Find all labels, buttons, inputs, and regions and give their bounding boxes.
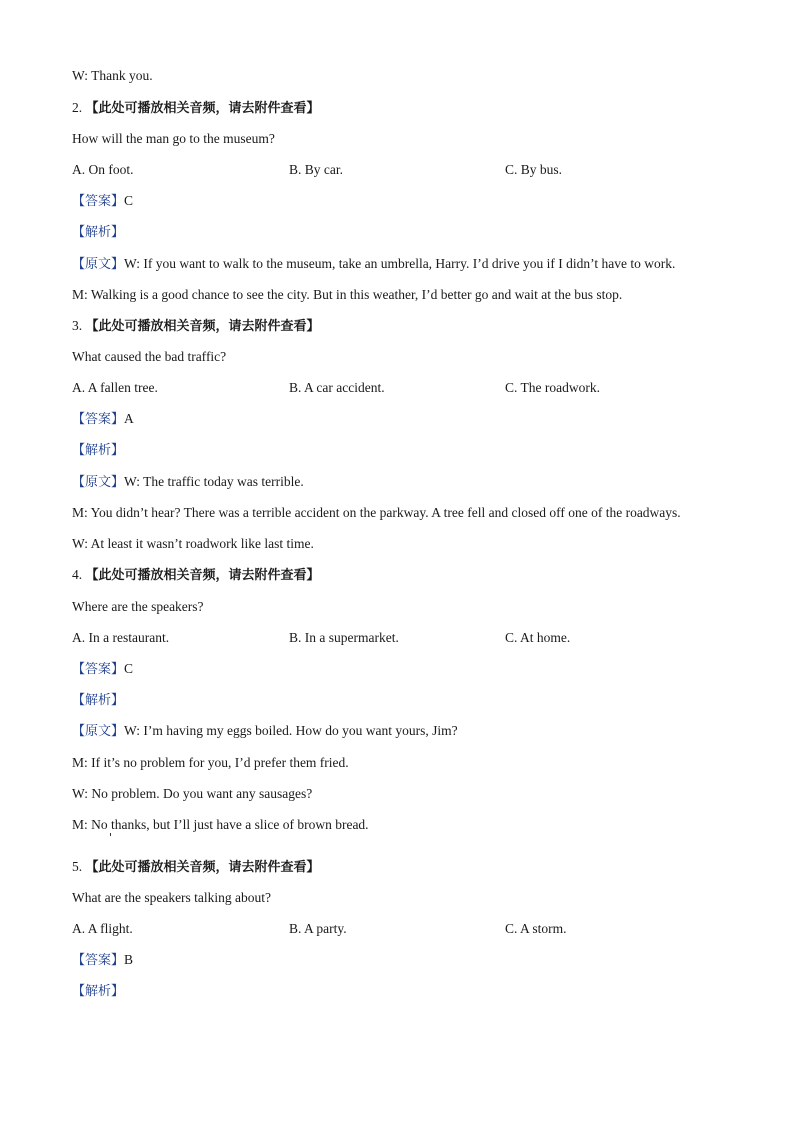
option-b: B. By car. xyxy=(289,162,343,177)
explanation-label: 【解析】 xyxy=(72,443,125,458)
answer-value: A xyxy=(124,411,134,426)
answer-tag: 【答案】 xyxy=(72,412,125,427)
dialogue-line: W: At least it wasn’t roadwork like last time. xyxy=(72,536,314,551)
answer-tag: 【答案】 xyxy=(72,194,125,209)
question-number: 3. xyxy=(72,318,83,333)
question-5-text: What are the speakers talking about? xyxy=(72,890,272,905)
stray-mark xyxy=(110,833,111,836)
explanation-tag xyxy=(72,441,124,460)
question-4-text: Where are the speakers? xyxy=(72,599,204,614)
audio-placeholder: 【此处可播放相关音频，请去附件查看】 xyxy=(85,101,320,116)
question-number: 2. xyxy=(72,100,83,115)
answer-line xyxy=(72,951,133,970)
dialogue-line: M: No thanks, but I’ll just have a slice of brown bread. xyxy=(72,817,369,832)
option-c: C. The roadwork. xyxy=(505,380,600,395)
option-a: A. A fallen tree. xyxy=(72,380,158,395)
audio-placeholder: 【此处可播放相关音频，请去附件查看】 xyxy=(85,860,320,875)
explanation-label: 【解析】 xyxy=(72,693,125,708)
question-4-header xyxy=(72,566,320,585)
dialogue-line: M: Walking is a good chance to see the city. But in this weather, I’d better go and wait at the bus stop. xyxy=(72,287,623,302)
dialogue-line: W: No problem. Do you want any sausages? xyxy=(72,786,313,801)
audio-placeholder: 【此处可播放相关音频，请去附件查看】 xyxy=(85,568,320,583)
question-2-text: How will the man go to the museum? xyxy=(72,131,275,146)
transcript-tag: 【原文】 xyxy=(72,724,125,739)
answer-tag: 【答案】 xyxy=(72,953,125,968)
transcript-line xyxy=(72,722,458,741)
option-b: B. A car accident. xyxy=(289,380,385,395)
transcript-line xyxy=(72,473,304,492)
dialogue-line: M: You didn’t hear? There was a terrible accident on the parkway. A tree fell and closed off one of the roadways. xyxy=(72,505,681,520)
option-a: A. A flight. xyxy=(72,921,133,936)
transcript-tag: 【原文】 xyxy=(72,475,125,490)
answer-line xyxy=(72,410,134,429)
option-a: A. On foot. xyxy=(72,162,134,177)
option-c: C. By bus. xyxy=(505,162,563,177)
transcript-line xyxy=(72,255,675,274)
question-5-header xyxy=(72,858,320,877)
transcript-tag: 【原文】 xyxy=(72,257,125,272)
question-number: 5. xyxy=(72,859,83,874)
question-2-header xyxy=(72,99,320,118)
question-3-header xyxy=(72,317,320,336)
question-number: 4. xyxy=(72,567,83,582)
answer-tag: 【答案】 xyxy=(72,662,125,677)
explanation-label: 【解析】 xyxy=(72,225,125,240)
option-b: B. In a supermarket. xyxy=(289,630,399,645)
answer-line xyxy=(72,192,133,211)
answer-value: B xyxy=(124,952,134,967)
audio-placeholder: 【此处可播放相关音频，请去附件查看】 xyxy=(85,319,320,334)
dialogue-line: M: If it’s no problem for you, I’d prefer them fried. xyxy=(72,755,349,770)
transcript-text: W: The traffic today was terrible. xyxy=(124,474,304,489)
answer-line xyxy=(72,660,133,679)
question-3-text: What caused the bad traffic? xyxy=(72,349,227,364)
option-c: C. A storm. xyxy=(505,921,567,936)
dialogue-line: W: Thank you. xyxy=(72,68,153,83)
option-b: B. A party. xyxy=(289,921,347,936)
answer-value: C xyxy=(124,193,134,208)
explanation-label: 【解析】 xyxy=(72,984,125,999)
explanation-tag xyxy=(72,223,124,242)
option-a: A. In a restaurant. xyxy=(72,630,170,645)
explanation-tag xyxy=(72,982,124,1001)
answer-value: C xyxy=(124,661,134,676)
option-c: C. At home. xyxy=(505,630,571,645)
transcript-text: W: If you want to walk to the museum, take an umbrella, Harry. I’d drive you if I didn’t have to work. xyxy=(124,256,676,271)
explanation-tag xyxy=(72,691,124,710)
transcript-text: W: I’m having my eggs boiled. How do you want yours, Jim? xyxy=(124,723,458,738)
